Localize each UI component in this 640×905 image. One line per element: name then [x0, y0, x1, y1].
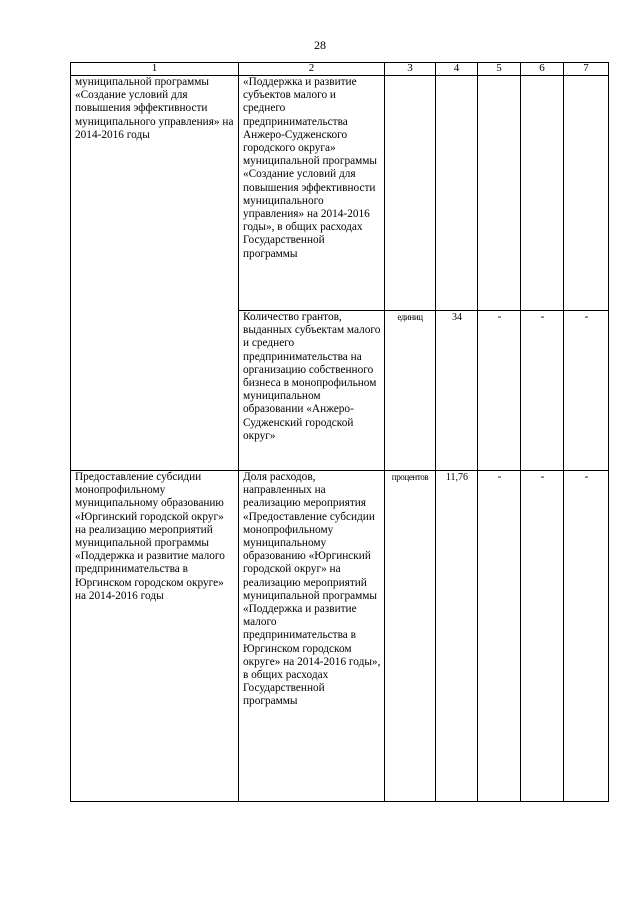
- value-cell: [564, 76, 609, 311]
- value-cell: [478, 76, 521, 311]
- header-cell: 6: [521, 63, 564, 76]
- table-row: [71, 76, 609, 311]
- program-cell: муниципальной программы «Создание условий для повышения эффективности муниципального управления» на 2014-2016 годы: [71, 76, 239, 471]
- header-cell: 3: [385, 63, 436, 76]
- value-cell: -: [478, 311, 521, 471]
- value-cell: 11,76: [436, 471, 478, 802]
- value-cell: -: [478, 471, 521, 802]
- indicator-name-cell: Количество грантов, выданных субъектам малого и среднего предпринимательства на организацию собственного бизнеса в монопрофильном муниципальном образовании «Анжеро-Судженский городской округ»: [239, 311, 385, 471]
- value-cell: [521, 76, 564, 311]
- unit-cell: [385, 76, 436, 311]
- unit-cell: единиц: [385, 311, 436, 471]
- table-header-row: [71, 63, 609, 76]
- value-cell: -: [564, 311, 609, 471]
- header-cell: 1: [71, 63, 239, 76]
- value-cell: -: [564, 471, 609, 802]
- indicator-name-cell: «Поддержка и развитие субъектов малого и среднего предпринимательства Анжеро-Судженского городского округа» муниципальной программы «Создание условий для повышения эффективности муниципального управления» на 2014-2016 годы», в общих расходах Государственной программы: [239, 76, 385, 311]
- page-number: 28: [314, 38, 326, 52]
- value-cell: 34: [436, 311, 478, 471]
- header-cell: 5: [478, 63, 521, 76]
- value-cell: -: [521, 311, 564, 471]
- header-cell: 4: [436, 63, 478, 76]
- value-cell: [436, 76, 478, 311]
- header-cell: 2: [239, 63, 385, 76]
- table-row: [71, 471, 609, 802]
- header-cell: 7: [564, 63, 609, 76]
- value-cell: -: [521, 471, 564, 802]
- indicator-name-cell: Доля расходов, направленных на реализацию мероприятия «Предоставление субсидии монопрофильному муниципальному образованию «Юргинский городской округ» на реализацию мероприятий муниципальной программы «Поддержка и развитие малого предпринимательства в Юргинском городском округе» на 2014-2016 годы», в общих расходах Государственной программы: [239, 471, 385, 802]
- unit-cell: процентов: [385, 471, 436, 802]
- program-cell: Предоставление субсидии монопрофильному муниципальному образованию «Юргинский городской округ» на реализацию мероприятий муниципальной программы «Поддержка и развитие малого предпринимательства в Юргинском городском округе» на 2014-2016 годы: [71, 471, 239, 802]
- indicators-table: [70, 62, 609, 802]
